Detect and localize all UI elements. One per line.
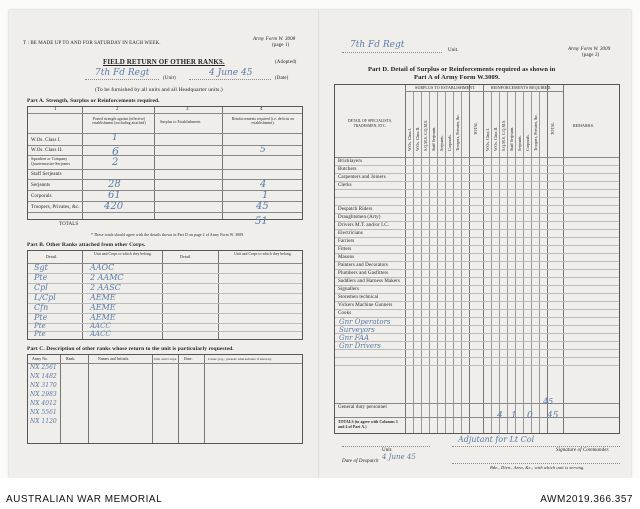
accession-number: AWM2019.366.357	[540, 494, 633, 505]
r-col-sqms: S.Q.M.S. C.Q.M.S.	[501, 119, 506, 151]
part-d-title-2: Part A of Army Form W.3009.	[414, 74, 500, 81]
hand-b-r1-unit: AAOC	[90, 263, 115, 272]
hand-b-r1-rank: Sgt	[34, 263, 48, 272]
unit-sig-label: Unit.	[382, 448, 393, 453]
hand-a-c1-r6: 61	[108, 190, 121, 201]
row-despatch-riders: Despatch Riders	[338, 207, 373, 212]
hand-a-c3-r2: 5	[260, 145, 266, 155]
form-title: FIELD RETURN OF OTHER RANKS.	[103, 58, 225, 66]
row-corporals: Corporals	[31, 194, 52, 199]
row-wo-class2: W.Os. Class II.	[31, 148, 63, 153]
archive-name: AUSTRALIAN WAR MEMORIAL	[6, 494, 163, 505]
hand-b-r8-unit: AACC	[90, 330, 111, 338]
bde-line	[452, 463, 620, 464]
hand-a-c3-r5: 4	[260, 179, 267, 190]
hand-despatch: 4 June 45	[382, 453, 416, 461]
hand-b-r6-unit: AEME	[90, 313, 116, 322]
hand-total-3: 0	[527, 411, 533, 421]
hand-signature: Adjutant for Lt Col	[458, 435, 535, 444]
form-reference: Army Form W. 3008	[253, 37, 296, 42]
hand-row-1: Gnr Operators	[339, 318, 391, 326]
row-saddlers: Saddlers and Harness Makers	[338, 279, 400, 284]
handwritten-unit: 7th Fd Regt	[95, 68, 150, 78]
hand-b-r7-unit: AACC	[90, 322, 111, 330]
hand-a-total: 51	[255, 216, 268, 227]
hand-b-r5-rank: Cfn	[34, 303, 49, 312]
hand-a-c1-r7: 420	[104, 201, 124, 212]
detail-head: DETAIL OF SPECIALISTS, TRADESMEN, ETC.	[347, 119, 392, 128]
unit-line-r	[342, 52, 442, 53]
hand-c-r1: NX 2561	[30, 364, 57, 371]
form-w3008-page	[9, 10, 318, 478]
s-col-ptes: Troopers, Privates, &c.	[455, 113, 460, 151]
row-cqms: Squadron or Company Quartermaster-Serjeants	[31, 157, 71, 166]
row-clerks: Clerks	[338, 183, 352, 188]
archive-footer	[0, 478, 640, 509]
row-serjeants: Serjeants	[31, 183, 51, 188]
hand-b-r7-rank: Pte	[34, 322, 46, 330]
unit-line	[85, 79, 159, 80]
hand-total-2: 1	[511, 411, 517, 421]
part-b-table	[27, 250, 303, 340]
row-vickers: Vickers Machine Gunners	[338, 303, 393, 308]
part-a-totals-label: TOTALS	[59, 222, 79, 227]
hand-row-3: Gnr FAA	[339, 334, 370, 342]
document-sheet	[9, 10, 631, 478]
s-col-wo1: W.Os. Class I.	[407, 128, 412, 151]
hand-b-r2-rank: Pte	[34, 273, 48, 282]
row-signallers: Signallers	[338, 287, 359, 292]
row-drivers: Drivers M.T. and/or I.C.	[338, 223, 390, 228]
handwritten-unit-r: 7th Fd Regt	[350, 40, 405, 50]
part-d-table	[334, 84, 620, 434]
hand-b-r4-unit: AEME	[90, 293, 116, 302]
part-d-title: Part D. Detail of Surplus or Reinforcements required as shown in	[368, 66, 556, 73]
handwritten-date: 4 June 45	[209, 68, 253, 78]
r-col-cpls: Corporals.	[525, 134, 530, 151]
c-head-cause: Cause (e.g., present whereabouts if known).	[208, 357, 272, 361]
row-butchers: Butchers	[338, 167, 357, 172]
hand-row-2: Surveyors	[339, 326, 375, 334]
s-col-cpls: Corporals.	[447, 134, 452, 151]
s-col-sqms: S.Q.M.S. C.Q.M.S.	[423, 119, 428, 151]
part-c-title: Part C. Description of other ranks whose return to the unit is particularly requested.	[27, 346, 234, 352]
s-col-staff-sjts: Staff Serjeants.	[431, 126, 436, 151]
form-w3009-page	[320, 10, 631, 478]
hand-b-r4-rank: L/Cpl	[34, 293, 56, 302]
hand-c-r3: NX 3170	[30, 382, 57, 389]
hand-c-r2: NX 1482	[30, 373, 57, 380]
b-head-unit-2: Unit and Corps to which they belong.	[234, 252, 292, 256]
reinforcements-head: REINFORCEMENTS REQUIRED.	[491, 85, 552, 90]
col-num-2: 2	[116, 107, 119, 112]
bde-label: Bde., Divn., Area, &c., with which unit is serving.	[490, 465, 585, 470]
unit-label: (Unit)	[163, 76, 176, 81]
hand-total-1: 4	[497, 411, 503, 421]
general-duty-label: General duty personnel	[338, 405, 387, 410]
row-carpenters: Carpenters and Joiners	[338, 175, 386, 180]
hand-a-c3-r6: 1	[262, 190, 269, 201]
row-draughtsmen: Draughtsmen (Arty)	[338, 215, 381, 220]
totals-label: TOTALS (to agree with Columns 3 and 4 of Part A.)	[338, 420, 398, 429]
hand-c-r5: NX 4012	[30, 400, 57, 407]
row-masons: Masons	[338, 255, 355, 260]
date-line	[189, 79, 271, 80]
hand-row-4: Gnr Drivers	[339, 342, 381, 350]
row-wo-class1: W.Os. Class I.	[31, 138, 61, 143]
signature-label: Signature of Commander.	[556, 448, 610, 453]
form-page-r: (page 2)	[582, 53, 600, 58]
row-fitters: Fitters	[338, 247, 352, 252]
part-a-table	[27, 106, 303, 220]
hand-a-c1-r5: 28	[108, 179, 121, 190]
unit-label-r: Unit.	[448, 48, 459, 53]
part-c-table	[27, 354, 303, 444]
hand-c-r4: NX 2983	[30, 391, 57, 398]
row-plumbers: Plumbers and Gasfitters	[338, 271, 389, 276]
hand-a-c1-r1: 1	[112, 133, 118, 143]
surplus-head: SURPLUS TO ESTABLISHMENT.	[415, 85, 476, 90]
hand-c-r7: NX 1120	[30, 418, 57, 425]
part-a-title: Part A. Strength, Surplus or Reinforcements required.	[27, 98, 160, 104]
s-col-wo2: W.Os. Class II.	[415, 126, 420, 151]
c-head-date: Date.	[184, 357, 193, 361]
row-bricklayers: Bricklayers	[338, 159, 363, 164]
col-head-posted: Posted strength against (effective) establishment (excluding attached)	[92, 117, 146, 125]
hand-a-c1-r3: 2	[112, 157, 119, 168]
r-col-ptes: Troopers, Privates, &c.	[533, 113, 538, 151]
row-troopers: Troopers, Privates, &c.	[31, 205, 80, 210]
form-reference-r: Army Form W. 3009	[568, 47, 611, 52]
part-a-note: * These totals should agree with the details shown in Part D on page 2 of Army Form W. 3009.	[91, 233, 245, 237]
b-head-detail-1: Detail.	[46, 254, 58, 259]
hand-a-c3-r7: 45	[256, 201, 269, 212]
row-cooks: Cooks	[338, 311, 352, 316]
hand-c-r6: NX 5561	[30, 409, 57, 416]
form-page: (page 1)	[272, 43, 290, 48]
c-head-names: Names and Initials.	[98, 357, 130, 361]
col-num-3: 3	[186, 107, 189, 112]
col-num-1: 1	[54, 107, 57, 112]
col-head-surplus: Surplus to Establishment.	[160, 120, 202, 124]
remarks-head: REMARKS.	[573, 123, 595, 128]
r-col-total: TOTAL	[550, 122, 555, 135]
s-col-sjts: Serjeants.	[439, 135, 444, 151]
r-col-wo1: W.Os. Class I.	[485, 128, 490, 151]
hand-b-r5-unit: AEME	[90, 303, 116, 312]
col-num-4: 4	[260, 107, 263, 112]
row-storemen: Storemen technical	[338, 295, 379, 300]
top-note: T : BE MADE UP TO AND FOR SATURDAY IN EACH WEEK.	[23, 41, 161, 46]
date-label: (Date)	[275, 76, 289, 81]
hand-b-r3-rank: Cpl	[34, 283, 48, 292]
row-painters: Painters and Decorators	[338, 263, 389, 268]
b-head-detail-2: Detail.	[180, 254, 192, 259]
row-farriers: Farriers	[338, 239, 355, 244]
c-head-unit: Unit and Corps.	[154, 357, 178, 361]
hand-b-r6-rank: Pte	[34, 313, 48, 322]
s-col-total: TOTAL	[473, 122, 478, 135]
despatch-label: Date of Despatch	[342, 459, 379, 464]
hand-b-r3-unit: 2 AASC	[90, 283, 121, 292]
row-staff-serjeants: Staff Serjeants	[31, 172, 62, 177]
hand-general-duty: 45	[543, 397, 554, 406]
col-head-reinforcements: Reinforcements required (i.e. deficits on establishment).	[231, 117, 295, 125]
hand-b-r2-unit: 2 AAMC	[90, 273, 124, 282]
hand-total-4: 45	[547, 411, 559, 421]
signature-line	[452, 446, 620, 447]
part-b-title: Part B. Other Ranks attached from other Corps.	[27, 242, 146, 248]
hand-a-c1-r2: 6	[112, 145, 119, 158]
row-electricians: Electricians	[338, 231, 363, 236]
form-adopted: (Adopted)	[275, 60, 297, 65]
r-col-wo2: W.Os. Class II.	[493, 126, 498, 151]
form-subtitle: (To be furnished by all units and all Headquarter units.)	[95, 87, 223, 93]
c-head-rank: Rank.	[66, 357, 76, 361]
hand-b-r8-rank: Pte	[34, 330, 46, 338]
unit-sig-line	[342, 446, 430, 447]
r-col-staff-sjts: Staff Serjeants.	[509, 126, 514, 151]
r-col-sjts: Serjeants.	[517, 135, 522, 151]
b-head-unit-1: Unit and Corps to which they belong.	[94, 252, 152, 256]
c-head-army-no: Army No.	[32, 357, 49, 361]
